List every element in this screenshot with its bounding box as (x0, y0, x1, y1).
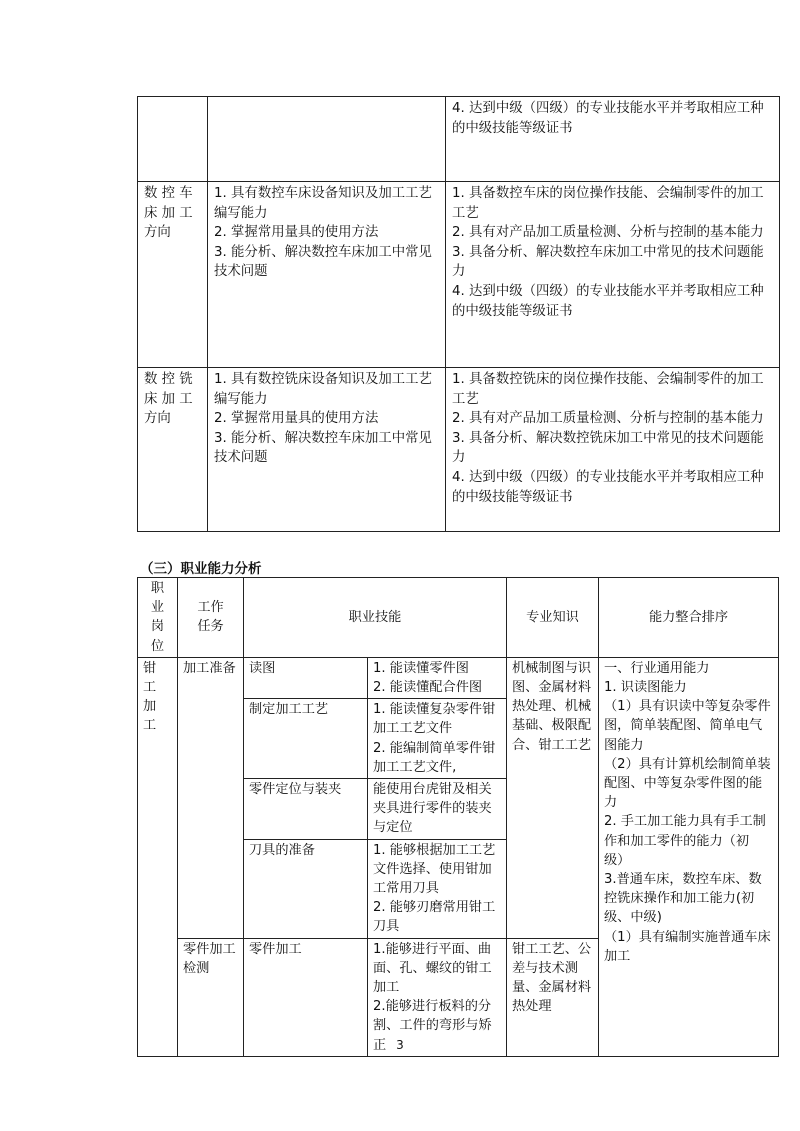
knowledge-cell: 1. 具有数控铣床设备知识及加工工艺编写能力 2. 掌握常用量具的使用方法 3. 能分析、解决数控车床加工中常见技术问题 (208, 368, 446, 532)
skill-desc-cell: 1. 能读懂复杂零件钳加工工艺文件 2. 能编制简单零件钳加工工艺文件, (368, 699, 507, 779)
section-title: （三）职业能力分析 (140, 561, 262, 577)
header-position: 职 业 岗 位 (138, 578, 178, 658)
page-number: 3 (396, 1038, 404, 1052)
direction-cell: 数 控 铣 床 加 工 方向 (138, 368, 208, 532)
skill-desc-cell: 1. 能够根据加工工艺文件选择、使用钳加工常用刀具 2. 能够刃磨常用钳工刀具 (368, 839, 507, 938)
skill-desc-cell: 1. 能读懂零件图 2. 能读懂配合件图 (368, 657, 507, 698)
header-task: 工作 任务 (178, 578, 244, 658)
table-row (138, 368, 780, 532)
ranking-cell: 一、行业通用能力 1. 识读图能力 （1）具有识读中等复杂零件图，简单装配图、简单电气图能力 （2）具有计算机绘制简单装配图、中等复杂零件图的能力 2. 手工加工能力具有手工制作和加工零件的能力（初级） 3.普通车床，数控车床、数控铣床操作和加工能力(初级、中级) （1）具有编制实施普通车床加工 (599, 657, 779, 1056)
header-ranking: 能力整合排序 (599, 578, 779, 658)
table-row (138, 657, 779, 698)
skills-cell: 1. 具备数控铣床的岗位操作技能、会编制零件的加工工艺 2. 具有对产品加工质量检测、分析与控制的基本能力 3. 具备分析、解决数控铣床加工中常见的技术问题能力 4. 达到中级（四级）的专业技能水平并考取相应工种的中级技能等级证书 (446, 368, 780, 532)
task-cell: 加工准备 (178, 657, 244, 938)
skills-cell: 1. 具备数控车床的岗位操作技能、会编制零件的加工工艺 2. 具有对产品加工质量检测、分析与控制的基本能力 3. 具备分析、解决数控车床加工中常见的技术问题能力 4. 达到中级（四级）的专业技能水平并考取相应工种的中级技能等级证书 (446, 182, 780, 368)
header-knowledge: 专业知识 (507, 578, 599, 658)
header-skill: 职业技能 (244, 578, 507, 658)
table-row (138, 182, 780, 368)
knowledge-cell (208, 97, 446, 182)
skills-cell: 4. 达到中级（四级）的专业技能水平并考取相应工种的中级技能等级证书 (446, 97, 780, 182)
knowledge-cell: 1. 具有数控车床设备知识及加工工艺编写能力 2. 掌握常用量具的使用方法 3. 能分析、解决数控车床加工中常见技术问题 (208, 182, 446, 368)
table-row (138, 97, 780, 182)
knowledge-cell: 机械制图与识图、金属材料热处理、机械基础、极限配合、钳工工艺 (507, 657, 599, 938)
direction-cell (138, 97, 208, 182)
table-header-row (138, 578, 779, 658)
skill-name-cell: 零件定位与装夹 (244, 779, 368, 840)
task-cell: 零件加工检测 (178, 938, 244, 1056)
position-cell: 钳 工 加 工 (138, 657, 178, 1056)
knowledge-cell: 钳工工艺、公差与技术测量、金属材料热处理 (507, 938, 599, 1056)
direction-cell: 数 控 车 床 加 工 方向 (138, 182, 208, 368)
training-direction-table (137, 96, 780, 532)
vocational-ability-table (137, 577, 779, 1057)
skill-desc-cell: 能使用台虎钳及相关夹具进行零件的装夹与定位 (368, 779, 507, 840)
skill-name-cell: 制定加工工艺 (244, 699, 368, 779)
skill-name-cell: 读图 (244, 657, 368, 698)
skill-name-cell: 零件加工 (244, 938, 368, 1056)
skill-name-cell: 刀具的准备 (244, 839, 368, 938)
skill-desc-cell: 1.能够进行平面、曲面、孔、螺纹的钳工加工 2.能够进行板料的分割、工件的弯形与矫正 (368, 938, 507, 1056)
